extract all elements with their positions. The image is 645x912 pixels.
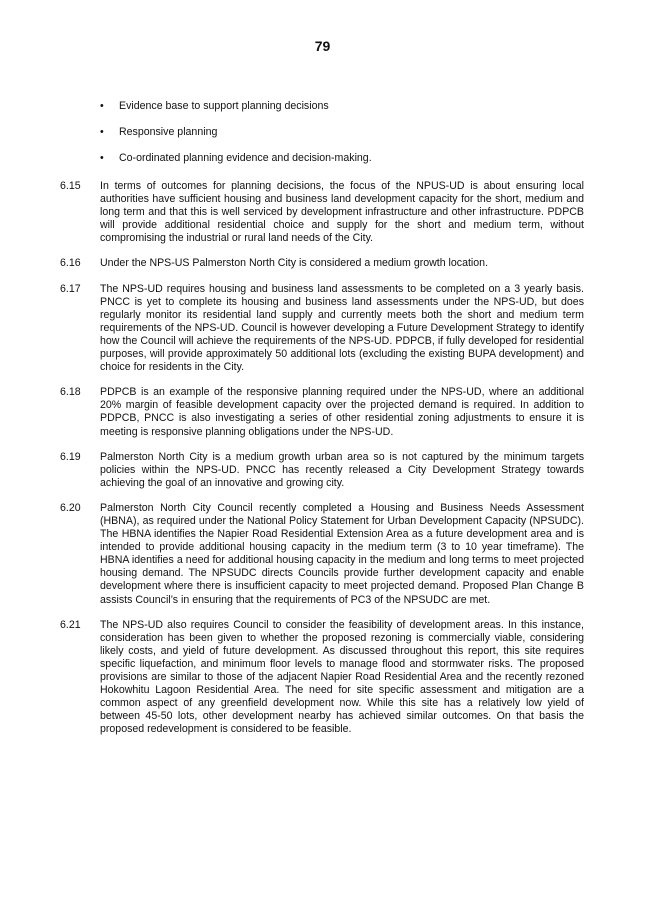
bullet-item: • Co-ordinated planning evidence and decision-making. <box>100 152 590 165</box>
paragraph-text: Under the NPS-US Palmerston North City is considered a medium growth location. <box>100 257 489 270</box>
paragraph-text: In terms of outcomes for planning decisions, the focus of the NPUS-UD is about ensuring local authorities have sufficient housing and business land development capacity for the short, medium and long term and that this is well serviced by development infrastructure and other infrastructure. PDPCB will provide additional residential choice and supply for the short and medium term, without compromising the industrial or rural land needs of the City. <box>100 180 584 245</box>
paragraph-number: 6.19 <box>60 450 81 463</box>
paragraph <box>60 257 584 270</box>
bullet-item: • Evidence base to support planning decisions <box>100 100 590 113</box>
paragraph <box>60 386 584 438</box>
paragraph-number: 6.17 <box>60 282 81 295</box>
paragraph <box>60 451 584 490</box>
paragraph <box>60 619 584 737</box>
paragraph-number: 6.15 <box>60 180 81 192</box>
paragraph <box>60 502 584 607</box>
paragraph-number: 6.21 <box>60 618 81 631</box>
paragraph-number: 6.20 <box>60 501 81 514</box>
page-number: 79 <box>314 38 331 54</box>
bullet-list <box>100 100 590 178</box>
paragraph-text: Palmerston North City is a medium growth urban area so is not captured by the minimum targets policies within the NPS-UD. PNCC has recently released a City Development Strategy towards achieving the goal of an innovative and growing city. <box>100 450 584 489</box>
bullet-item: • Responsive planning <box>100 126 590 139</box>
paragraph <box>60 180 584 245</box>
numbered-paragraphs <box>60 180 584 748</box>
paragraph-text: The NPS-UD requires housing and business land assessments to be completed on a 3 yearly basis. PNCC is yet to complete its housing and business land assessments under the NPS-UD, but does regularly monitor its residential land supply and currently meets both the short and medium term requirements of the NPS-UD. Council is however developing a Future Development Strategy to identify how the Council will achieve the requirements of the NPS-UD. PDPCB, if fully developed for residential purposes, will provide approximately 50 additional lots (excluding the existing BUPA development) and choice for residents in the City. <box>100 282 584 374</box>
paragraph-number: 6.18 <box>60 386 81 399</box>
paragraph <box>60 283 584 375</box>
paragraph-text: The NPS-UD also requires Council to consider the feasibility of development areas. In this instance, consideration has been given to whether the proposed rezoning is commercially viable, considering likely costs, and yield of future development. As discussed throughout this report, this site requires specific liquefaction, and minimum floor levels to manage flood and stormwater risks. The proposed provisions are similar to those of the adjacent Napier Road Residential Area and the recently rezoned Hokowhitu Lagoon Residential Area. The need for site specific assessment and mitigation are a common aspect of any greenfield development now. While this site has a relatively low yield of between 45-50 lots, other development nearby has achieved similar outcomes. On that basis the proposed redevelopment is considered to be feasible. <box>100 618 584 736</box>
paragraph-text: Palmerston North City Council recently completed a Housing and Business Needs Assessment (HBNA), as required under the National Policy Statement for Urban Development Capacity (NPSUDC). The HBNA identifies the Napier Road Residential Extension Area as a future development area and is intended to provide additional housing capacity in the medium term (3 to 10 year timeframe). The HBNA identifies a need for additional housing capacity in the medium and long terms to meet projected housing demand. The NPSUDC directs Councils provide further development capacity and enable development where there is insufficient capacity to meet projected demand. Proposed Plan Change B assists Council’s in ensuring that the requirements of PC3 of the NPSUDC are met. <box>100 501 584 606</box>
paragraph-number: 6.16 <box>60 257 81 270</box>
paragraph-text: PDPCB is an example of the responsive planning required under the NPS-UD, where an additional 20% margin of feasible development capacity over the projected demand is required. In addition to PDPCB, PNCC is also investigating a series of other residential zoning adjustments to ensure it is meeting is responsive planning obligations under the NPS-UD. <box>100 386 584 438</box>
